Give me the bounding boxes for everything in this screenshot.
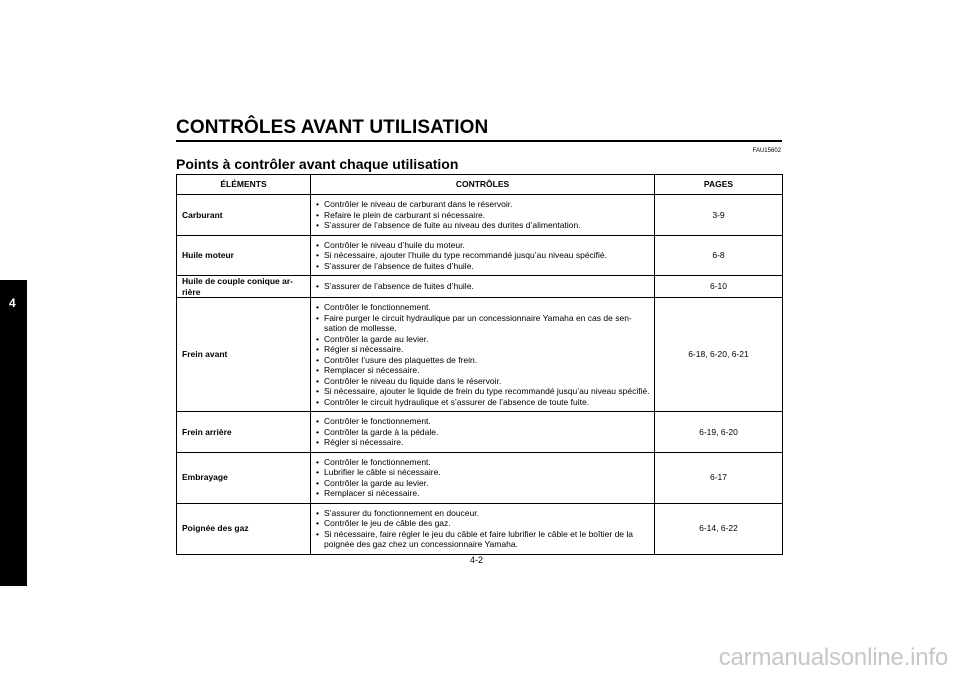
check-item: • S’assurer de l’absence de fuites d’huile. (316, 281, 650, 292)
watermark: carmanualsonline.info (718, 644, 948, 671)
checks-cell (311, 235, 655, 276)
item-cell: Huile moteur (177, 235, 311, 276)
checks-cell (311, 276, 655, 298)
item-cell: Huile de couple conique ar-rière (177, 276, 311, 298)
checks-cell (311, 412, 655, 453)
table-body (177, 195, 783, 555)
inspection-table (176, 174, 783, 555)
check-item: • Contrôler la garde au levier. (316, 478, 650, 489)
item-cell: Poignée des gaz (177, 503, 311, 554)
check-item: • Contrôler le niveau du liquide dans le réservoir. (316, 376, 650, 387)
checks-cell (311, 195, 655, 236)
table-row (177, 276, 783, 298)
chapter-tab (0, 280, 27, 586)
table-header-row (177, 175, 783, 195)
check-item: • Refaire le plein de carburant si nécessaire. (316, 210, 650, 221)
check-item: • Contrôler le niveau de carburant dans le réservoir. (316, 199, 650, 210)
checks-list (316, 416, 650, 448)
check-item: • Si nécessaire, ajouter le liquide de frein du type recommandé jusqu’au niveau spécifié. (316, 386, 650, 397)
check-item: • Contrôler le circuit hydraulique et s’assurer de l’absence de toute fuite. (316, 397, 650, 408)
item-cell: Frein arrière (177, 412, 311, 453)
check-item: • S’assurer du fonctionnement en douceur. (316, 508, 650, 519)
check-item: • Régler si nécessaire. (316, 344, 650, 355)
check-item: • Faire purger le circuit hydraulique par un concessionnaire Yamaha en cas de sen-sation de mollesse. (316, 313, 650, 334)
checks-cell (311, 503, 655, 554)
check-item: • Contrôler la garde au levier. (316, 334, 650, 345)
item-cell: Carburant (177, 195, 311, 236)
table-row (177, 412, 783, 453)
pages-cell: 6-10 (655, 276, 783, 298)
checks-list (316, 302, 650, 407)
check-item: • Contrôler l’usure des plaquettes de frein. (316, 355, 650, 366)
header-pages: PAGES (655, 175, 783, 195)
checks-list (316, 508, 650, 550)
page-number: 4-2 (470, 555, 484, 565)
checks-list (316, 457, 650, 499)
table-row (177, 452, 783, 503)
pages-cell: 6-18, 6-20, 6-21 (655, 298, 783, 412)
table-row (177, 503, 783, 554)
section-title: Points à contrôler avant chaque utilisation (176, 156, 459, 172)
title-rule (176, 140, 782, 142)
check-item: • Contrôler le fonctionnement. (316, 416, 650, 427)
check-item: • Contrôler le fonctionnement. (316, 457, 650, 468)
item-cell: Frein avant (177, 298, 311, 412)
check-item: • Contrôler le niveau d’huile du moteur. (316, 240, 650, 251)
check-item: • S’assurer de l’absence de fuite au niveau des durites d’alimentation. (316, 220, 650, 231)
pages-cell: 6-17 (655, 452, 783, 503)
header-checks: CONTRÔLES (311, 175, 655, 195)
check-item: • Régler si nécessaire. (316, 437, 650, 448)
table-row (177, 298, 783, 412)
page-title: CONTRÔLES AVANT UTILISATION (176, 117, 489, 138)
header-items: ÉLÉMENTS (177, 175, 311, 195)
check-item: • Lubrifier le câble si nécessaire. (316, 467, 650, 478)
check-item: • Remplacer si nécessaire. (316, 365, 650, 376)
pages-cell: 6-14, 6-22 (655, 503, 783, 554)
check-item: • Contrôler le jeu de câble des gaz. (316, 518, 650, 529)
pages-cell: 6-19, 6-20 (655, 412, 783, 453)
check-item: • Si nécessaire, faire régler le jeu du câble et faire lubrifier le câble et le boîtier de la poignée des gaz chez un concessionnaire Yamaha. (316, 529, 650, 550)
reference-code: FAU15602 (752, 148, 781, 154)
pages-cell: 6-8 (655, 235, 783, 276)
check-item: • Si nécessaire, ajouter l’huile du type recommandé jusqu’au niveau spécifié. (316, 250, 650, 261)
checks-cell (311, 452, 655, 503)
check-item: • S’assurer de l’absence de fuites d’huile. (316, 261, 650, 272)
checks-list (316, 240, 650, 272)
check-item: • Contrôler le fonctionnement. (316, 302, 650, 313)
check-item: • Remplacer si nécessaire. (316, 488, 650, 499)
checks-cell (311, 298, 655, 412)
checks-list (316, 199, 650, 231)
checks-list (316, 281, 650, 292)
pages-cell: 3-9 (655, 195, 783, 236)
table-row (177, 235, 783, 276)
item-cell: Embrayage (177, 452, 311, 503)
chapter-number: 4 (9, 296, 16, 310)
check-item: • Contrôler la garde à la pédale. (316, 427, 650, 438)
table-row (177, 195, 783, 236)
